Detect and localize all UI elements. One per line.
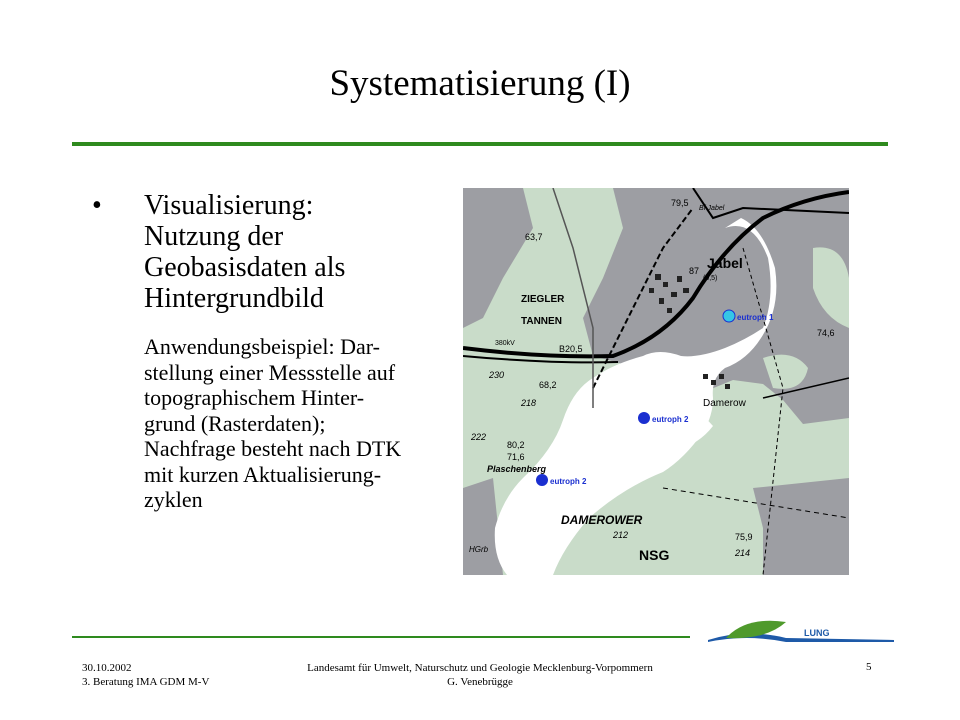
map-label-tannen: TANNEN [521, 316, 562, 327]
map-label-nsg: NSG [639, 547, 670, 563]
bullet-symbol: • [92, 190, 102, 221]
elevation-label: 68,2 [539, 380, 557, 390]
station-marker-2[interactable] [638, 412, 650, 424]
station-marker-3[interactable] [536, 474, 548, 486]
elevation-label: (0,5) [703, 275, 718, 282]
map-label-power-line: 380kV [495, 340, 515, 347]
elevation-label: 87 [689, 266, 700, 276]
elevation-label: 214 [735, 548, 751, 558]
logo-leaf-green [726, 621, 786, 638]
footer-divider [72, 636, 690, 638]
footer-left [82, 661, 209, 689]
map-label-damerow: Damerow [703, 398, 746, 409]
station-label-3: eutroph 2 [550, 477, 587, 486]
map-label-bf-jabel: Bf Jabel [699, 205, 725, 212]
sub-line: grund (Rasterdaten); [144, 410, 326, 436]
map-label-ziegler: ZIEGLER [521, 294, 565, 305]
topographic-map [463, 188, 849, 575]
bullet-line: Visualisierung: [144, 190, 314, 221]
sub-line: mit kurzen Aktualisierung- [144, 461, 382, 487]
station-label-2: eutroph 2 [652, 415, 689, 424]
bullet-line: Hintergrundbild [144, 283, 324, 314]
map-grey-land-southeast [753, 478, 849, 575]
bullet-text [144, 190, 422, 314]
sub-line: topographischem Hinter- [144, 385, 365, 410]
bullet-line: Geobasisdaten als [144, 252, 346, 283]
bullet-block [92, 190, 422, 314]
map-label-hgrb: HGrb [469, 545, 489, 554]
lung-logo [706, 614, 894, 654]
map-label-jabel: Jabel [707, 255, 743, 271]
footer-org: Landesamt für Umwelt, Naturschutz und Geologie Mecklenburg-Vorpommern [307, 662, 653, 674]
elevation-label: 63,7 [525, 232, 543, 242]
elevation-label: 212 [613, 530, 629, 540]
title-divider [72, 142, 888, 146]
station-marker-1[interactable] [723, 310, 735, 322]
footer-author: G. Venebrügge [447, 676, 513, 688]
elevation-label: 79,5 [671, 198, 689, 208]
elevation-label: 74,6 [817, 328, 835, 338]
footer-center [280, 661, 680, 689]
elevation-label: 71,6 [507, 452, 525, 462]
slide-title: Systematisierung (I) [329, 63, 631, 104]
sub-paragraph [144, 334, 460, 513]
bullet-line: Nutzung der [144, 221, 284, 252]
sub-line: zyklen [144, 487, 203, 512]
elevation-label: 230 [489, 370, 505, 380]
logo-text: LUNG [804, 628, 830, 638]
footer-meeting: 3. Beratung IMA GDM M-V [82, 676, 210, 688]
sub-line: Nachfrage besteht nach DTK [144, 436, 402, 461]
elevation-label: 218 [521, 398, 537, 408]
elevation-label: B20,5 [559, 344, 583, 354]
footer-page-number: 5 [866, 661, 872, 673]
map-label-damerower: DAMEROWER [561, 513, 643, 527]
elevation-label: 75,9 [735, 532, 753, 542]
map-label-plaschenberg: Plaschenberg [487, 464, 547, 474]
station-label-1: eutroph 1 [737, 313, 774, 322]
sub-line: Anwendungsbeispiel: Dar- [144, 334, 381, 359]
footer-date: 30.10.2002 [82, 662, 132, 674]
elevation-label: 80,2 [507, 440, 525, 450]
sub-line: stellung einer Messstelle auf [144, 359, 396, 385]
elevation-label: 222 [471, 432, 487, 442]
